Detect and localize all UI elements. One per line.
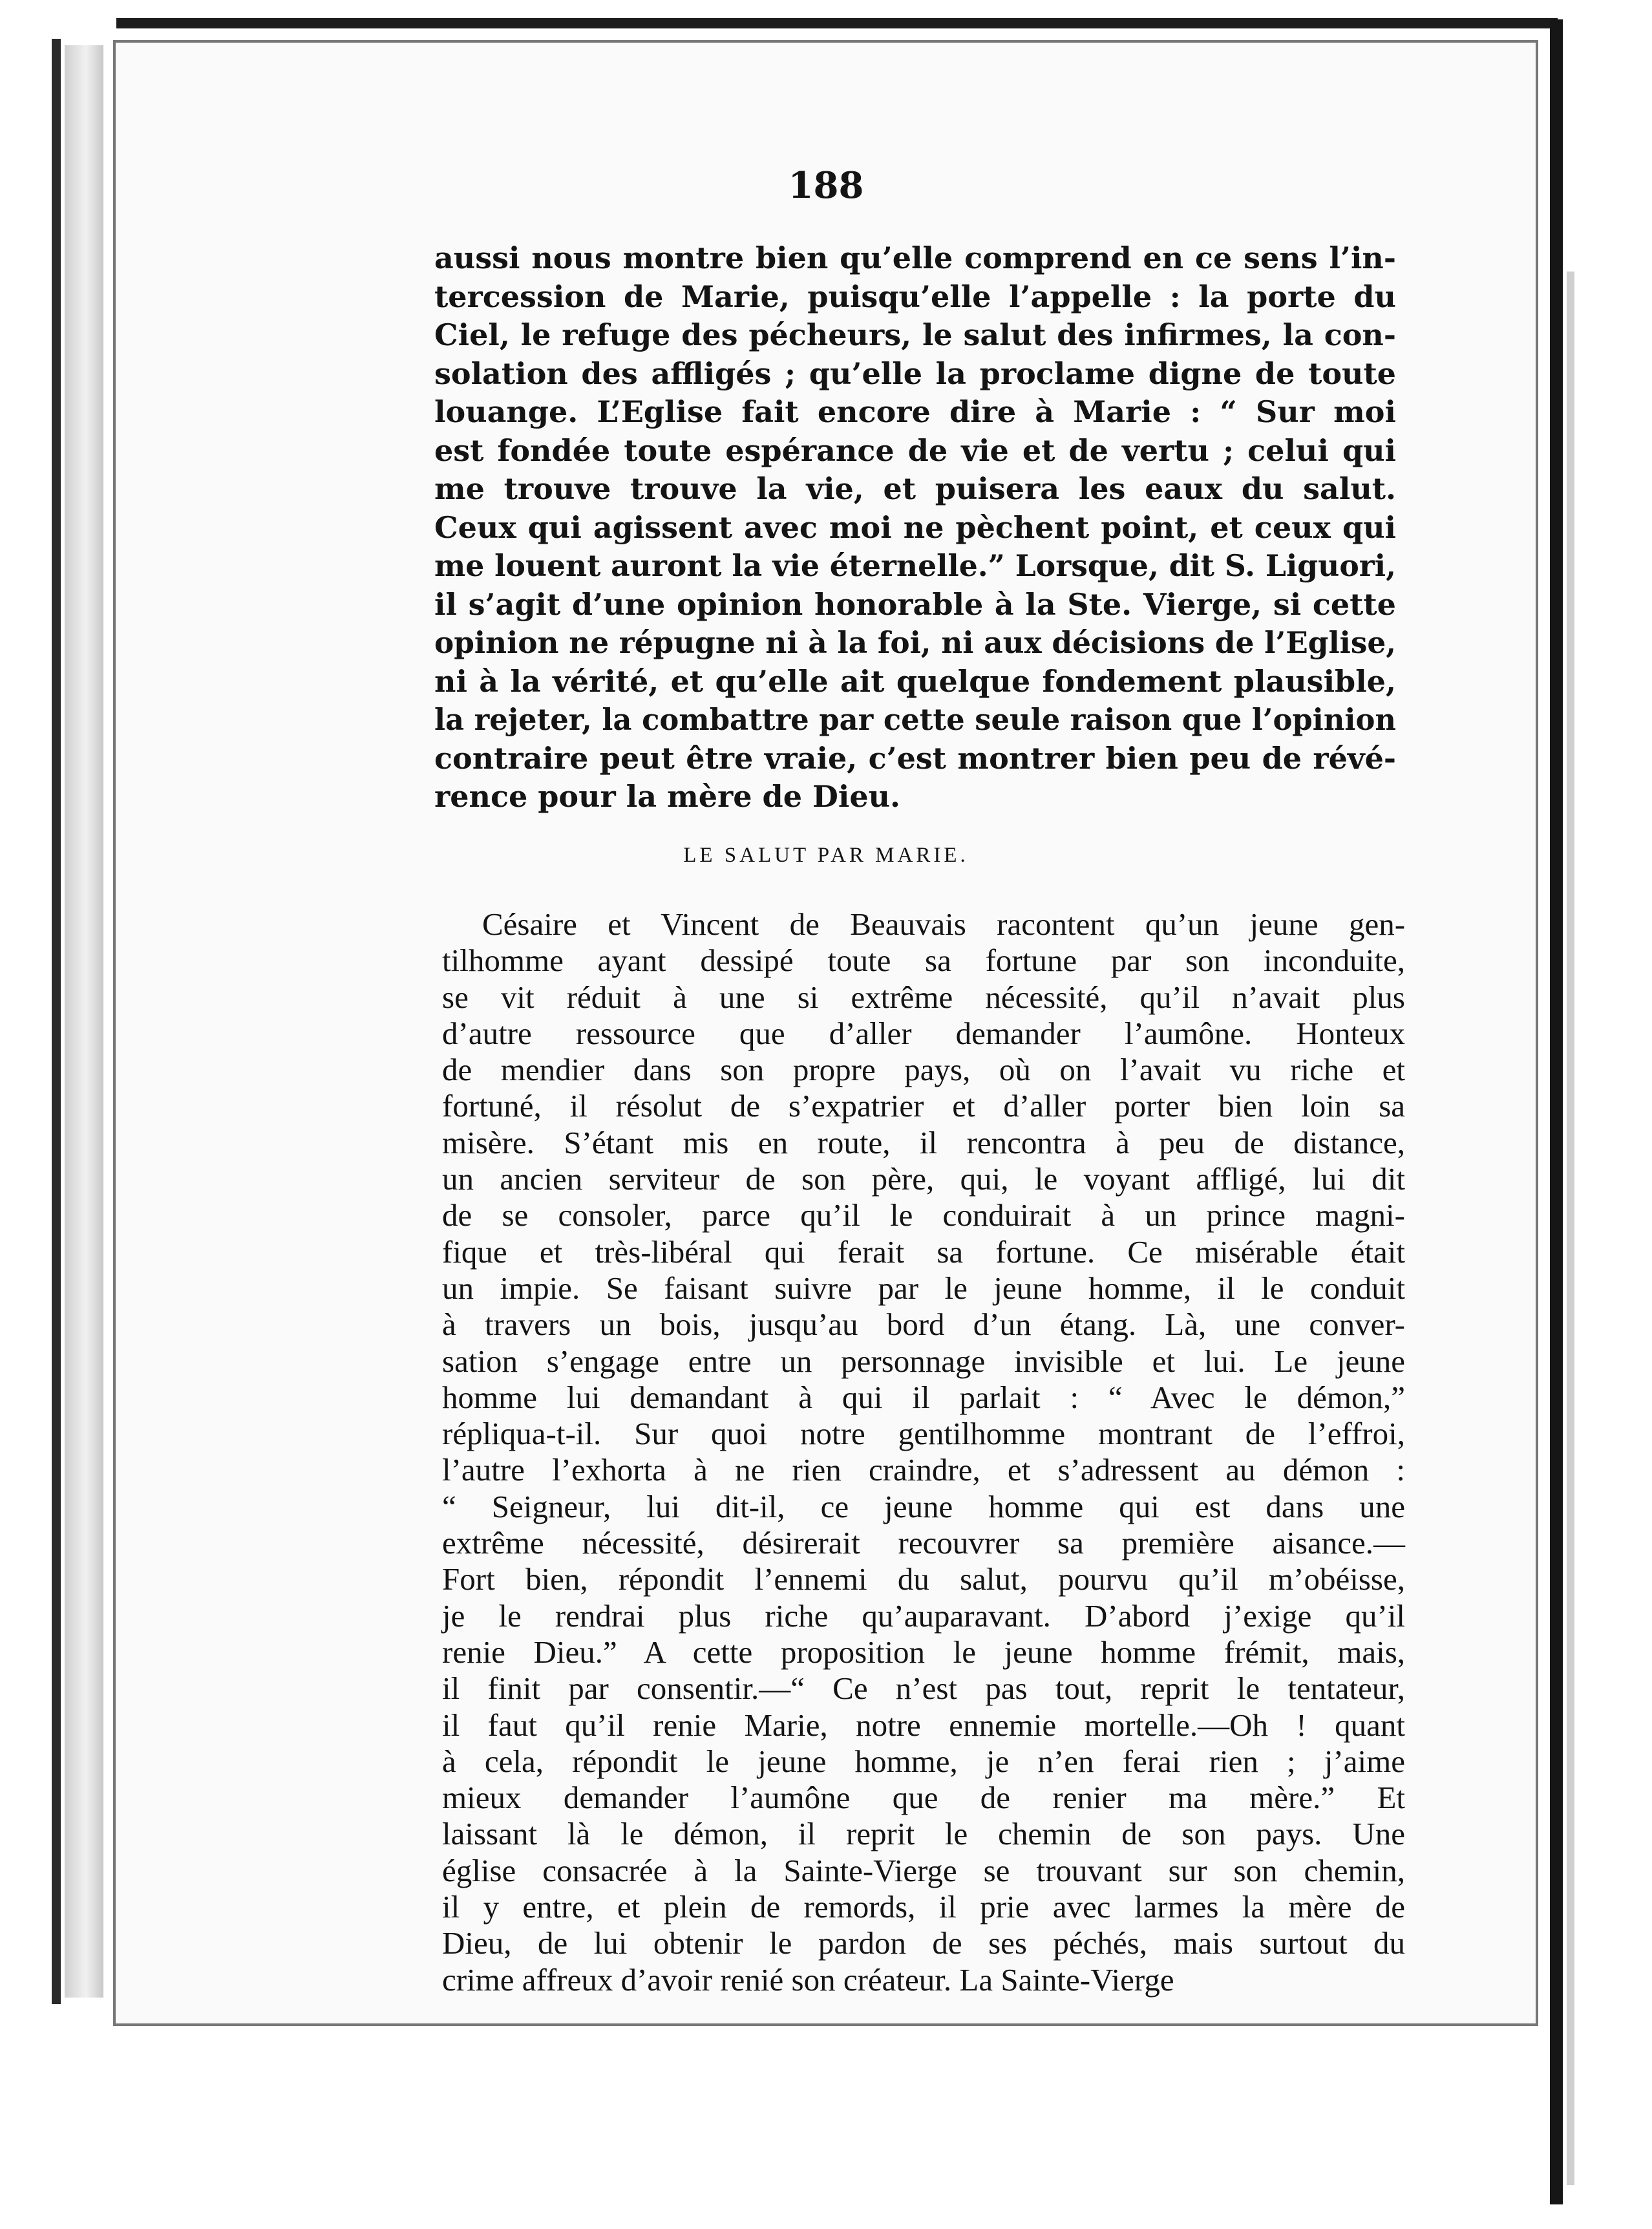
text-line: solation des affligés ; qu’elle la proclame digne de toute: [434, 356, 1396, 391]
text-line: il finit par consentir.—“ Ce n’est pas tout, reprit le tentateur,: [442, 1670, 1405, 1707]
text-line: aussi nous montre bien qu’elle comprend en ce sens l’in-: [434, 240, 1396, 275]
text-line: laissant là le démon, il reprit le chemin de son pays. Une: [442, 1816, 1405, 1852]
text-line: ni à la vérité, et qu’elle ait quelque fondement plausible,: [434, 663, 1396, 699]
text-line: il y entre, et plein de remords, il prie avec larmes la mère de: [442, 1889, 1406, 1925]
text-line: Ceux qui agissent avec moi ne pèchent point, et ceux qui: [434, 509, 1397, 545]
text-line: répliqua-t-il. Sur quoi notre gentilhomme montrant de l’effroi,: [442, 1416, 1405, 1452]
text-line: contraire peut être vraie, c’est montrer bien peu de révé-: [434, 740, 1396, 776]
text-line: église consacrée à la Sainte-Vierge se trouvant sur son chemin,: [442, 1852, 1405, 1888]
text-line: à travers un bois, jusqu’au bord d’un étang. Là, une conver-: [442, 1306, 1405, 1343]
scan-frame-right-edge: [1550, 19, 1563, 2204]
text-line: à cela, répondit le jeune homme, je n’en ferai rien ; j’aime: [442, 1743, 1405, 1779]
text-line: opinion ne répugne ni à la foi, ni aux décisions de l’Eglise,: [434, 625, 1397, 660]
text-line: rence pour la mère de Dieu.: [434, 779, 901, 814]
text-line: Césaire et Vincent de Beauvais racontent qu’un jeune gen-: [482, 906, 1406, 942]
text-line: il s’agit d’une opinion honorable à la Ste. Vierge, si cette: [434, 586, 1396, 622]
text-line: extrême nécessité, désirerait recouvrer sa première aisance.—: [442, 1525, 1405, 1561]
scan-frame-top-edge: [116, 18, 1558, 28]
text-line: se vit réduit à une si extrême nécessité, qu’il n’avait plus: [442, 979, 1405, 1015]
page-number: 188: [788, 164, 864, 207]
text-line: d’autre ressource que d’aller demander l’aumône. Honteux: [442, 1015, 1406, 1051]
text-line: “ Seigneur, lui dit-il, ce jeune homme qui est dans une: [442, 1488, 1405, 1524]
section-heading: LE SALUT PAR MARIE.: [683, 844, 969, 867]
scan-frame-right-shadow: [1567, 272, 1574, 2185]
text-line: louange. L’Eglise fait encore dire à Marie : “ Sur moi: [434, 394, 1396, 429]
scan-frame-left-edge: [52, 39, 61, 2004]
text-line: renie Dieu.” A cette proposition le jeune homme frémit, mais,: [442, 1634, 1406, 1670]
text-line: fique et très-libéral qui ferait sa fortune. Ce misérable était: [442, 1233, 1406, 1270]
text-line: me louent auront la vie éternelle.” Lorsque, dit S. Liguori,: [434, 548, 1396, 583]
text-line: un ancien serviteur de son père, qui, le voyant affligé, lui dit: [442, 1161, 1405, 1197]
text-line: mieux demander l’aumône que de renier ma mère.” Et: [442, 1780, 1405, 1816]
text-line: misère. S’étant mis en route, il rencontra à peu de distance,: [442, 1124, 1405, 1160]
text-line: Fort bien, répondit l’ennemi du salut, pourvu qu’il m’obéisse,: [442, 1561, 1405, 1597]
text-line: un impie. Se faisant suivre par le jeune homme, il le conduit: [442, 1270, 1405, 1306]
text-line: tercession de Marie, puisqu’elle l’appelle : la porte du: [434, 279, 1396, 314]
paragraph-quotation: [434, 239, 1396, 816]
text-line: fortuné, il résolut de s’expatrier et d’aller porter bien loin sa: [442, 1088, 1406, 1124]
text-line: crime affreux d’avoir renié son créateur. La Sainte-Vierge: [442, 1961, 1174, 1998]
text-line: est fondée toute espérance de vie et de vertu ; celui qui: [434, 432, 1397, 468]
text-line: l’autre l’exhorta à ne rien craindre, et s’adressent au démon :: [442, 1452, 1406, 1488]
paragraph-story: [442, 906, 1405, 1998]
scan-book-spine-shadow: [65, 45, 103, 1998]
text-line: il faut qu’il renie Marie, notre ennemie mortelle.—Oh ! quant: [442, 1707, 1405, 1743]
text-line: je le rendrai plus riche qu’auparavant. D’abord j’exige qu’il: [442, 1597, 1405, 1634]
text-line: Ciel, le refuge des pécheurs, le salut des infirmes, la con-: [434, 317, 1396, 352]
text-line: Dieu, de lui obtenir le pardon de ses péchés, mais surtout du: [442, 1925, 1406, 1961]
text-line: me trouve trouve la vie, et puisera les eaux du salut.: [434, 471, 1397, 506]
text-line: de se consoler, parce qu’il le conduirait à un prince magni-: [442, 1197, 1405, 1233]
text-line: sation s’engage entre un personnage invisible et lui. Le jeune: [442, 1343, 1405, 1379]
text-line: la rejeter, la combattre par cette seule raison que l’opinion: [434, 702, 1396, 737]
text-line: de mendier dans son propre pays, où on l’avait vu riche et: [442, 1052, 1406, 1088]
text-line: homme lui demandant à qui il parlait : “ Avec le démon,”: [442, 1379, 1406, 1415]
text-line: tilhomme ayant dessipé toute sa fortune par son inconduite,: [442, 943, 1405, 979]
